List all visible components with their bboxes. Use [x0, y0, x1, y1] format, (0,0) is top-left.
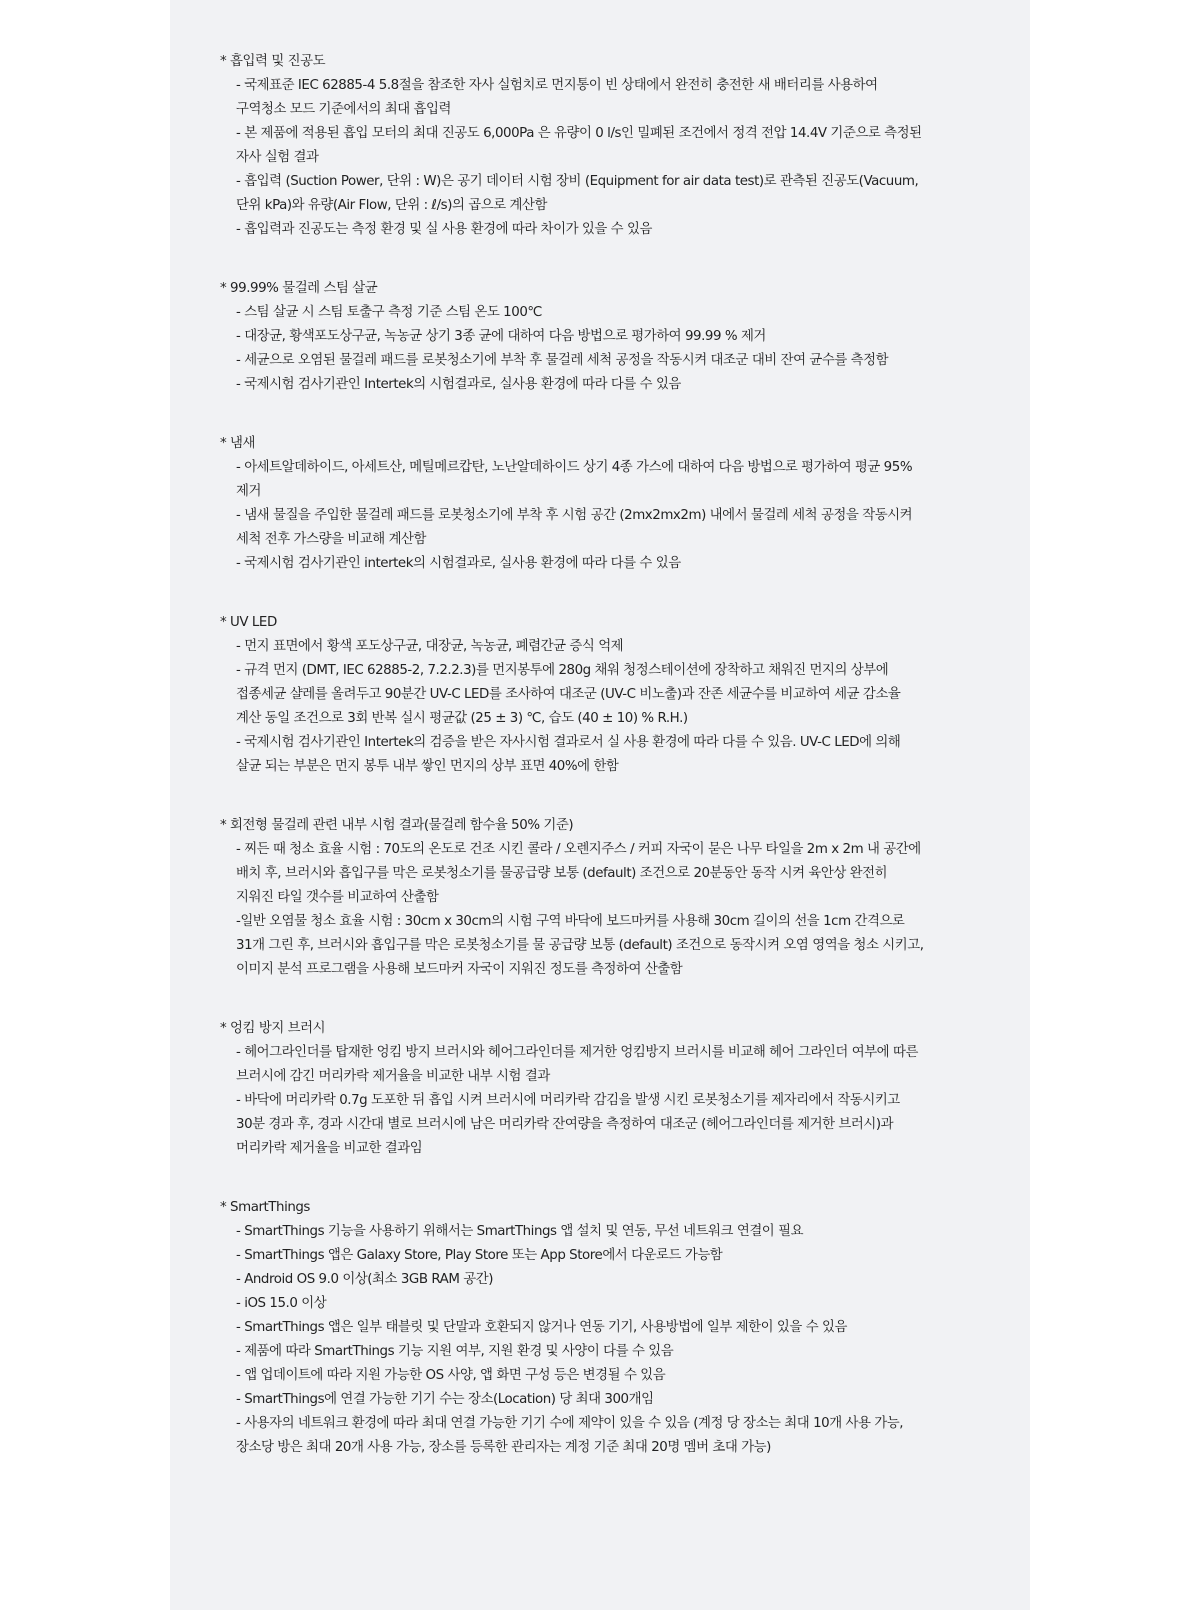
note-line: - 제품에 따라 SmartThings 기능 지원 여부, 지원 환경 및 사양이 다를 수 있음: [236, 1344, 674, 1359]
note-section: [220, 1196, 990, 1460]
note-section: [220, 814, 990, 982]
note-line: 30분 경과 후, 경과 시간대 별로 브러시에 남은 머리카락 잔여량을 측정하여 대조군 (헤어그라인더를 제거한 브러시)과: [236, 1117, 894, 1132]
note-line: - SmartThings에 연결 가능한 기기 수는 장소(Location) 당 최대 300개임: [236, 1392, 654, 1407]
note-line: - 국제시험 검사기관인 intertek의 시험결과로, 실사용 환경에 따라 다를 수 있음: [236, 556, 681, 571]
note-line: - 냄새 물질을 주입한 물걸레 패드를 로봇청소기에 부착 후 시험 공간 (2mx2mx2m) 내에서 물걸레 세척 공정을 작동시켜: [236, 508, 913, 523]
note-line: 배치 후, 브러시와 흡입구를 막은 로봇청소기를 물공급량 보통 (default) 조건으로 20분동안 동작 시켜 육안상 완전히: [236, 866, 888, 881]
section-title: * 99.99% 물걸레 스팀 살균: [220, 281, 378, 296]
note-line: 지워진 타일 갯수를 비교하여 산출함: [236, 890, 439, 905]
note-line: 자사 실험 결과: [236, 150, 319, 165]
section-title: * 엉킴 방지 브러시: [220, 1021, 326, 1036]
note-line: - SmartThings 앱은 Galaxy Store, Play Store 또는 App Store에서 다운로드 가능함: [236, 1248, 723, 1263]
note-line: - 규격 먼지 (DMT, IEC 62885-2, 7.2.2.3)를 먼지봉투에 280g 채워 청정스테이션에 장착하고 채워진 먼지의 상부에: [236, 663, 889, 678]
note-section: [220, 1017, 990, 1161]
note-line: 단위 kPa)와 유량(Air Flow, 단위 : ℓ/s)의 곱으로 계산함: [236, 198, 547, 213]
note-line: - iOS 15.0 이상: [236, 1296, 327, 1311]
note-line: - 흡입력과 진공도는 측정 환경 및 실 사용 환경에 따라 차이가 있을 수 있음: [236, 222, 652, 237]
note-line: - 흡입력 (Suction Power, 단위 : W)은 공기 데이터 시험 장비 (Equipment for air data test)로 관측된 진공도(Vacuum,: [236, 174, 919, 189]
note-line: - 세균으로 오염된 물걸레 패드를 로봇청소기에 부착 후 물걸레 세척 공정을 작동시켜 대조군 대비 잔여 균수를 측정함: [236, 353, 889, 368]
note-line: 구역청소 모드 기준에서의 최대 흡입력: [236, 102, 451, 117]
section-title: * SmartThings: [220, 1200, 310, 1215]
note-section: [220, 277, 990, 397]
disclaimer-notes: [220, 50, 990, 1495]
note-line: 31개 그린 후, 브러시와 흡입구를 막은 로봇청소기를 물 공급량 보통 (default) 조건으로 동작시켜 오염 영역을 청소 시키고,: [236, 938, 924, 953]
section-title: * 흡입력 및 진공도: [220, 54, 326, 69]
note-section: [220, 50, 990, 242]
note-line: - 아세트알데하이드, 아세트산, 메틸메르캅탄, 노난알데하이드 상기 4종 가스에 대하여 다음 방법으로 평가하여 평균 95%: [236, 460, 913, 475]
note-line: - 본 제품에 적용된 흡입 모터의 최대 진공도 6,000Pa 은 유량이 0 l/s인 밀폐된 조건에서 정격 전압 14.4V 기준으로 측정된: [236, 126, 922, 141]
note-line: - 헤어그라인더를 탑재한 엉킴 방지 브러시와 헤어그라인더를 제거한 엉킴방지 브러시를 비교해 헤어 그라인더 여부에 따른: [236, 1045, 918, 1060]
note-line: - 찌든 때 청소 효율 시험 : 70도의 온도로 건조 시킨 콜라 / 오렌지주스 / 커피 자국이 묻은 나무 타일을 2m x 2m 내 공간에: [236, 842, 921, 857]
note-line: - 대장균, 황색포도상구균, 녹농균 상기 3종 균에 대하여 다음 방법으로 평가하여 99.99 % 제거: [236, 329, 766, 344]
section-title: * 회전형 물걸레 관련 내부 시험 결과(물걸레 함수율 50% 기준): [220, 818, 574, 833]
note-line: - 국제표준 IEC 62885-4 5.8절을 참조한 자사 실험치로 먼지통이 빈 상태에서 완전히 충전한 새 배터리를 사용하여: [236, 78, 878, 93]
note-line: -일반 오염물 청소 효율 시험 : 30cm x 30cm의 시험 구역 바닥에 보드마커를 사용해 30cm 길이의 선을 1cm 간격으로: [236, 914, 905, 929]
note-line: - 스팀 살균 시 스팀 토출구 측정 기준 스팀 온도 100℃: [236, 305, 542, 320]
note-line: - Android OS 9.0 이상(최소 3GB RAM 공간): [236, 1272, 494, 1287]
section-title: * UV LED: [220, 615, 277, 630]
note-line: 계산 동일 조건으로 3회 반복 실시 평균값 (25 ± 3) ℃, 습도 (40 ± 10) % R.H.): [236, 711, 688, 726]
note-line: 브러시에 감긴 머리카락 제거율을 비교한 내부 시험 결과: [236, 1069, 550, 1084]
note-section: [220, 611, 990, 779]
note-section: [220, 432, 990, 576]
note-line: 제거: [236, 484, 261, 499]
note-line: - 사용자의 네트워크 환경에 따라 최대 연결 가능한 기기 수에 제약이 있을 수 있음 (계정 당 장소는 최대 10개 사용 가능,: [236, 1416, 904, 1431]
section-title: * 냄새: [220, 436, 256, 451]
note-line: 머리카락 제거율을 비교한 결과임: [236, 1141, 423, 1156]
note-line: 장소당 방은 최대 20개 사용 가능, 장소를 등록한 관리자는 계정 기준 최대 20명 멤버 초대 가능): [236, 1440, 771, 1455]
note-line: - SmartThings 앱은 일부 태블릿 및 단말과 호환되지 않거나 연동 기기, 사용방법에 일부 제한이 있을 수 있음: [236, 1320, 847, 1335]
note-line: - 먼지 표면에서 황색 포도상구균, 대장균, 녹농균, 폐렴간균 증식 억제: [236, 639, 624, 654]
note-line: - SmartThings 기능을 사용하기 위해서는 SmartThings 앱 설치 및 연동, 무선 네트워크 연결이 필요: [236, 1224, 804, 1239]
note-line: 살균 되는 부분은 먼지 봉투 내부 쌓인 먼지의 상부 표면 40%에 한함: [236, 759, 619, 774]
note-line: - 앱 업데이트에 따라 지원 가능한 OS 사양, 앱 화면 구성 등은 변경될 수 있음: [236, 1368, 666, 1383]
note-line: 세척 전후 가스량을 비교해 계산함: [236, 532, 427, 547]
note-line: 접종세균 샬레를 올려두고 90분간 UV-C LED를 조사하여 대조군 (UV-C 비노출)과 잔존 세균수를 비교하여 세균 감소율: [236, 687, 901, 702]
note-line: - 국제시험 검사기관인 Intertek의 검증을 받은 자사시험 결과로서 실 사용 환경에 따라 다를 수 있음. UV-C LED에 의해: [236, 735, 901, 750]
note-line: 이미지 분석 프로그램을 사용해 보드마커 자국이 지워진 정도를 측정하여 산출함: [236, 962, 683, 977]
note-line: - 바닥에 머리카락 0.7g 도포한 뒤 흡입 시켜 브러시에 머리카락 감김을 발생 시킨 로봇청소기를 제자리에서 작동시키고: [236, 1093, 900, 1108]
note-line: - 국제시험 검사기관인 Intertek의 시험결과로, 실사용 환경에 따라 다를 수 있음: [236, 377, 681, 392]
